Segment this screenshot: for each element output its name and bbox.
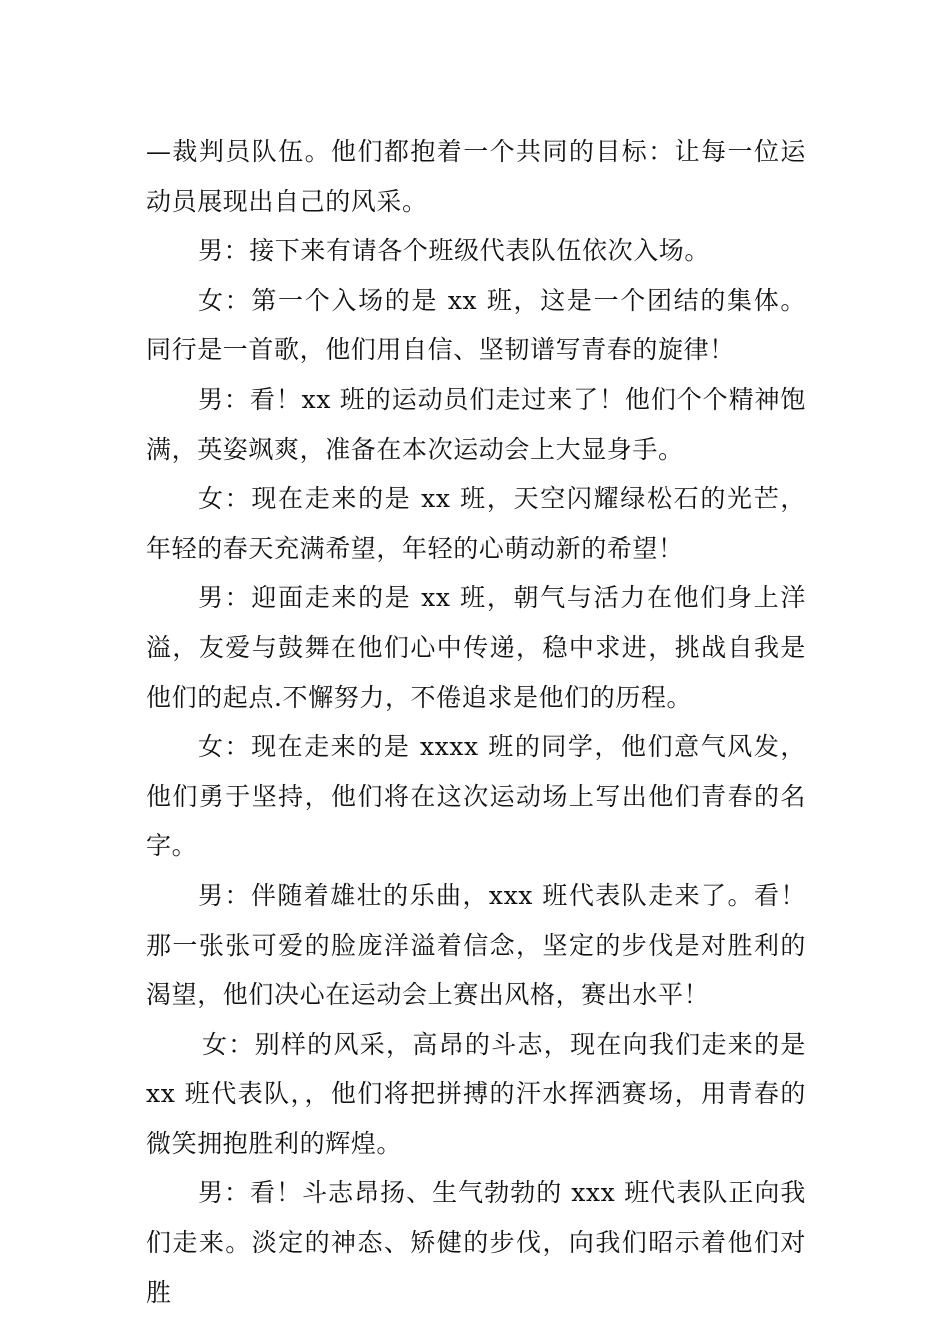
- paragraph-female-host: 女：现在走来的是 xx 班，天空闪耀绿松石的光芒，年轻的春天充满希望，年轻的心萌动新的希望！: [146, 484, 806, 563]
- paragraph-continuation: —裁判员队伍。他们都抱着一个共同的目标：让每一位运动员展现出自己的风采。: [146, 137, 806, 216]
- paragraph-male-host: 男：看！斗志昂扬、生气勃勃的 xxx 班代表队正向我们走来。淡定的神态、矫健的步伐，向我们昭示着他们对胜: [146, 1178, 806, 1307]
- paragraph-male-host: 男：接下来有请各个班级代表队伍依次入场。: [198, 236, 711, 266]
- document-body: [146, 127, 806, 1317]
- paragraph-female-host: 女：别样的风采，高昂的斗志，现在向我们走来的是 xx 班代表队，，他们将把拼搏的汗水挥洒赛场，用青春的微笑拥抱胜利的辉煌。: [146, 1029, 806, 1158]
- paragraph-male-host: 男：伴随着雄壮的乐曲，xxx 班代表队走来了。看！那一张张可爱的脸庞洋溢着信念，坚定的步伐是对胜利的渴望，他们决心在运动会上赛出风格，赛出水平！: [146, 880, 806, 1010]
- paragraph-female-host: 女：第一个入场的是 xx 班，这是一个团结的集体。同行是一首歌，他们用自信、坚韧谱写青春的旋律！: [146, 285, 806, 365]
- paragraph-female-host: 女：现在走来的是 xxxx 班的同学，他们意气风发，他们勇于坚持，他们将在这次运动场上写出他们青春的名字。: [146, 732, 806, 861]
- paragraph-male-host: 男：迎面走来的是 xx 班，朝气与活力在他们身上洋溢，友爱与鼓舞在他们心中传递，稳中求进，挑战自我是他们的起点.不懈努力，不倦追求是他们的历程。: [146, 583, 806, 712]
- paragraph-male-host: 男：看！xx 班的运动员们走过来了！他们个个精神饱满，英姿飒爽，准备在本次运动会上大显身手。: [146, 384, 806, 464]
